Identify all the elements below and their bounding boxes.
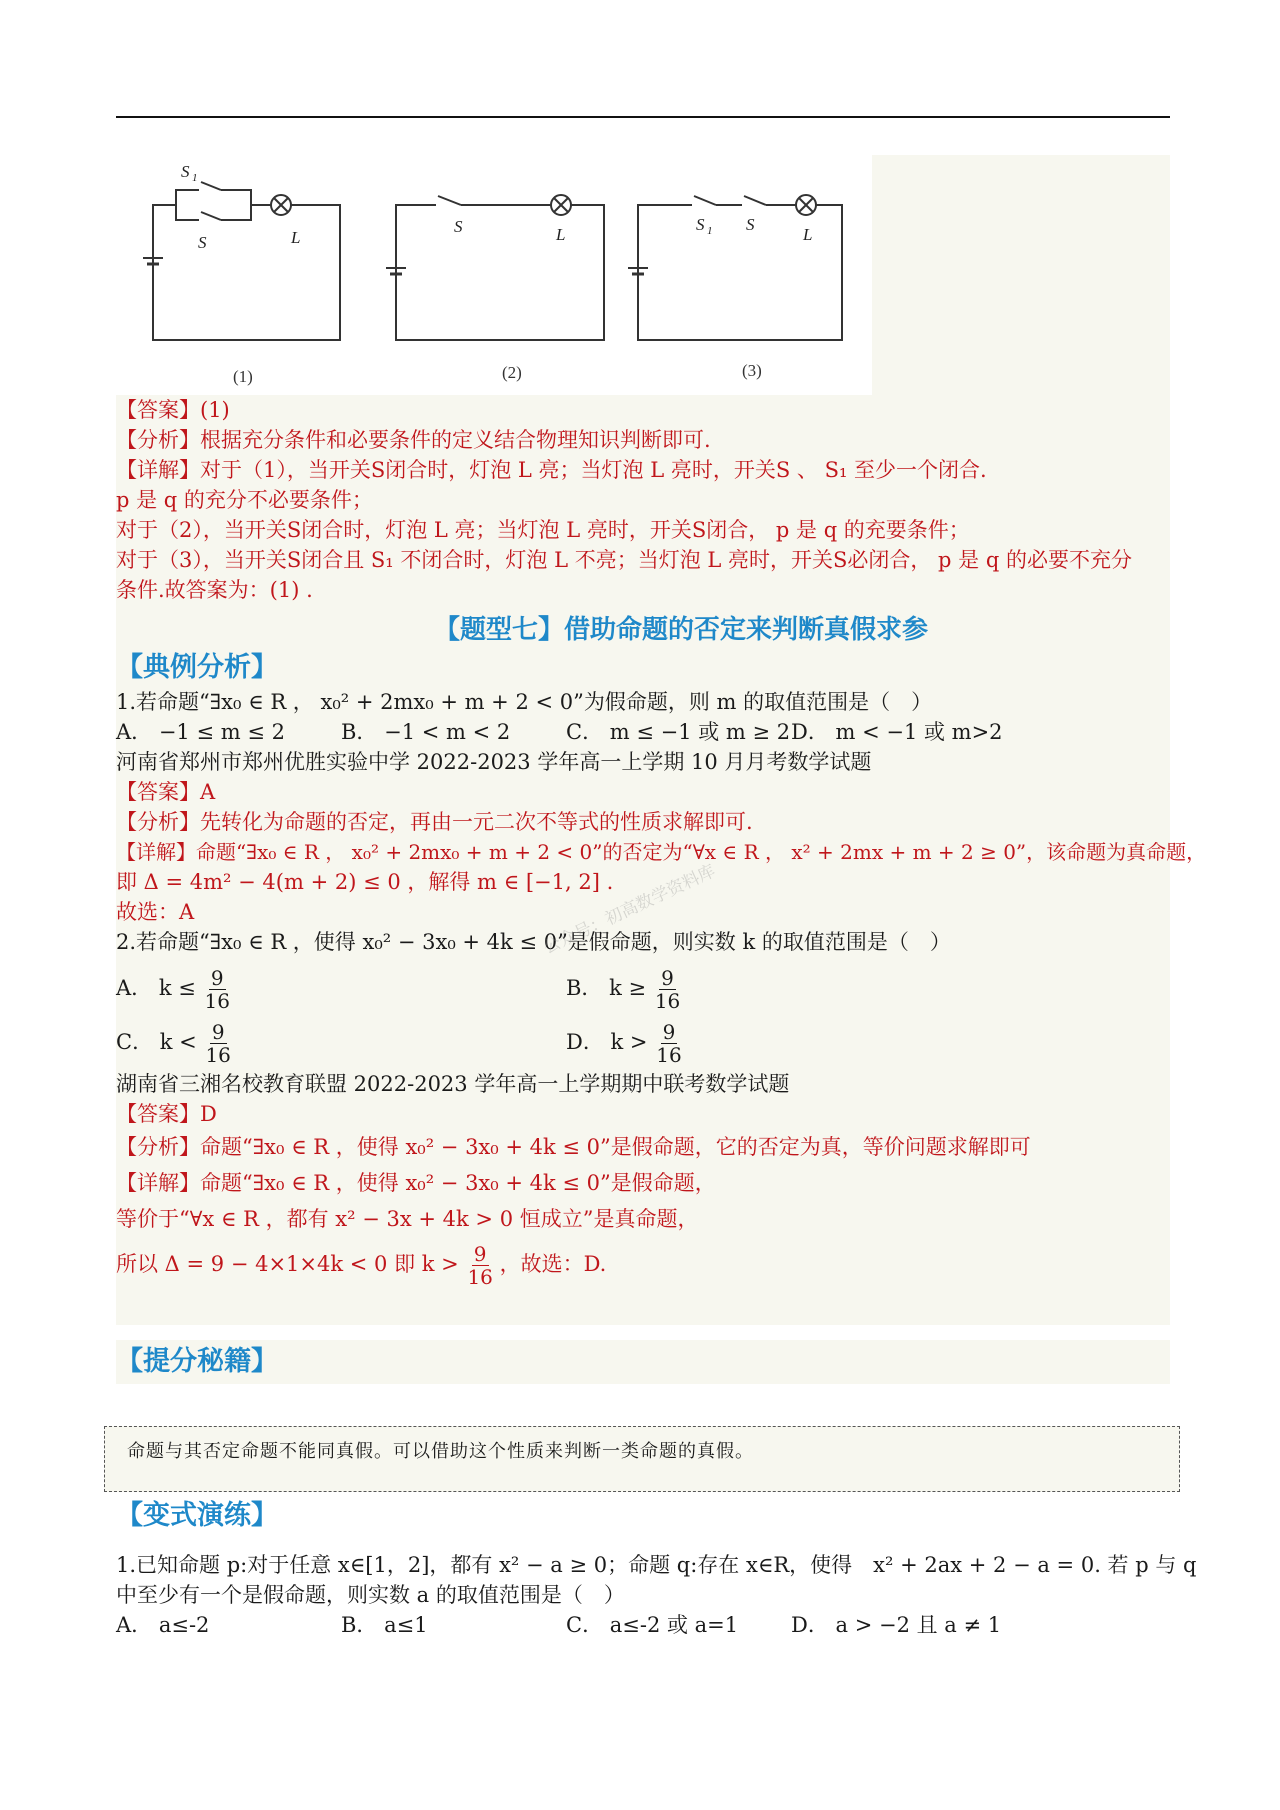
- practice-content: [116, 1550, 1197, 1640]
- label-s-circuit3: S: [746, 215, 755, 234]
- practice-head: 【变式演练】: [116, 1500, 278, 1531]
- header-rule: [116, 116, 1170, 118]
- p1-option-b: B． a≤1: [341, 1613, 428, 1637]
- p1-stem-1: 1.已知命题 p:对于任意 x∈[1，2]，都有 x² − a ≥ 0；命题 q:存在 x∈R，使得 x² + 2ax + 2 − a = 0. 若 p 与 q: [116, 1553, 1197, 1577]
- tips-text: 命题与其否定命题不能同真假。可以借助这个性质来判断一类命题的真假。: [127, 1441, 754, 1462]
- label-l-circuit1: L: [291, 228, 301, 247]
- label-s1-sub-circuit1: 1: [192, 172, 198, 184]
- q1-answer: 【答案】A: [116, 780, 216, 804]
- fraction-numerator: 9: [661, 966, 674, 990]
- prev-detail-3: 对于（2），当开关S闭合时，灯泡 L 亮；当灯泡 L 亮时，开关S闭合， p 是 q 的充要条件；: [116, 518, 970, 542]
- prev-detail-5: 条件.故答案为：(1) .: [116, 578, 313, 602]
- label-l-circuit3: L: [803, 225, 813, 244]
- caption-2: (2): [502, 363, 522, 382]
- q2-analysis: 【分析】命题“∃x₀ ∈ R ，使得 x₀² − 3x₀ + 4k ≤ 0”是假命题，它的否定为真，等价问题求解即可: [116, 1135, 1031, 1159]
- prev-detail-4: 对于（3），当开关S闭合且 S₁ 不闭合时，灯泡 L 不亮；当灯泡 L 亮时，开关S必闭合， p 是 q 的必要不充分: [116, 548, 1132, 572]
- q1-option-c: C． m ≤ −1 或 m ≥ 2: [566, 720, 791, 744]
- q2-option-c-label: C．: [116, 1030, 154, 1054]
- circuit-figures: [116, 150, 872, 395]
- q2-option-b: [566, 961, 1016, 1015]
- tips-head: 【提分秘籍】: [116, 1346, 278, 1377]
- label-s1-circuit3: S: [696, 215, 705, 234]
- q1-analysis: 【分析】先转化为命题的否定，再由一元二次不等式的性质求解即可.: [116, 810, 753, 834]
- q1-stem: 1.若命题“∃x₀ ∈ R ， x₀² + 2mx₀ + m + 2 < 0”为假命题，则 m 的取值范围是（ ）: [116, 690, 933, 714]
- q2-option-d-rel: k >: [610, 1030, 648, 1054]
- circuit-diagrams-svg: [116, 150, 872, 395]
- q2-detail-1: 【详解】命题“∃x₀ ∈ R ，使得 x₀² − 3x₀ + 4k ≤ 0”是假命题，: [116, 1171, 716, 1195]
- label-s-circuit2: S: [454, 217, 463, 236]
- caption-3: (3): [742, 361, 762, 380]
- p1-option-d: D． a > −2 且 a ≠ 1: [791, 1613, 1002, 1637]
- fraction-denominator: 16: [654, 989, 681, 1013]
- q2-option-b-rel: k ≥: [609, 976, 647, 1000]
- label-s1-sub-circuit3: 1: [707, 225, 713, 237]
- prev-detail-1: 【详解】对于（1），当开关S闭合时，灯泡 L 亮；当灯泡 L 亮时，开关S 、 S₁ 至少一个闭合.: [116, 458, 987, 482]
- q2-option-a-label: A．: [116, 976, 153, 1000]
- q2-options-row-2: [116, 1015, 1176, 1069]
- label-s-circuit1: S: [198, 233, 207, 252]
- caption-1: (1): [233, 367, 253, 386]
- q2-option-b-label: B．: [566, 976, 603, 1000]
- label-s1-circuit1: S: [181, 162, 190, 181]
- q2-option-c-fraction: [205, 1021, 230, 1066]
- label-l-circuit2: L: [556, 225, 566, 244]
- q1-option-b: B． −1 < m < 2: [341, 720, 511, 744]
- q2-stem: 2.若命题“∃x₀ ∈ R ，使得 x₀² − 3x₀ + 4k ≤ 0”是假命题，则实数 k 的取值范围是（ ）: [116, 930, 951, 954]
- main-content: [116, 395, 1207, 1291]
- fraction-denominator: 16: [656, 1043, 682, 1067]
- q2-option-c: [116, 1015, 566, 1069]
- fraction-numerator: 9: [473, 1242, 487, 1266]
- typical-head: 【典例分析】: [116, 652, 278, 683]
- q2-option-a: [116, 961, 566, 1015]
- q2-detail-3: [116, 1237, 1176, 1291]
- q1-option-a: A． −1 ≤ m ≤ 2: [116, 720, 285, 744]
- q2-detail-3-post: ，故选：D.: [499, 1252, 607, 1276]
- fraction-denominator: 16: [204, 989, 230, 1013]
- q2-detail-2: 等价于“∀x ∈ R ，都有 x² − 3x + 4k > 0 恒成立”是真命题，: [116, 1207, 699, 1231]
- q1-detail-1: 【详解】命题“∃x₀ ∈ R ， x₀² + 2mx₀ + m + 2 < 0”的否定为“∀x ∈ R ， x² + 2mx + m + 2 ≥ 0”，该命题为真命题，: [116, 840, 1207, 864]
- prev-analysis: 【分析】根据充分条件和必要条件的定义结合物理知识判断即可.: [116, 428, 711, 452]
- prev-detail-2: p 是 q 的充分不必要条件；: [116, 488, 373, 512]
- fraction-numerator: 9: [662, 1020, 676, 1044]
- q1-detail-2: 即 Δ = 4m² − 4(m + 2) ≤ 0 ，解得 m ∈ [−1, 2] .: [116, 870, 614, 894]
- prev-answer: 【答案】(1): [116, 398, 230, 422]
- q2-option-a-fraction: [205, 967, 230, 1012]
- q2-option-c-rel: k <: [159, 1030, 197, 1054]
- q2-option-d-fraction: [656, 1021, 681, 1066]
- q1-source: 河南省郑州市郑州优胜实验中学 2022-2023 学年高一上学期 10 月月考数学试题: [116, 750, 872, 774]
- q2-options-row-1: [116, 961, 1176, 1015]
- fraction-numerator: 9: [210, 966, 224, 990]
- p1-stem-2: 中至少有一个是假命题，则实数 a 的取值范围是（ ）: [116, 1583, 625, 1607]
- q1-options: [116, 717, 1176, 747]
- q1-option-d: D． m < −1 或 m>2: [791, 720, 1003, 744]
- q2-detail-3-pre: 所以 Δ = 9 − 4×1×4k < 0 即 k >: [116, 1252, 459, 1276]
- fraction-denominator: 16: [205, 1043, 231, 1067]
- q2-option-a-rel: k ≤: [158, 976, 196, 1000]
- watermark: 公众号：初高数学资料库: [540, 861, 719, 959]
- q2-option-b-fraction: [655, 967, 680, 1012]
- tips-head-bar: [116, 1340, 1170, 1384]
- p1-option-c: C． a≤-2 或 a=1: [566, 1613, 739, 1637]
- q1-detail-3: 故选：A: [116, 900, 195, 924]
- q2-answer: 【答案】D: [116, 1102, 217, 1126]
- type-title: 【题型七】借助命题的否定来判断真假求参: [433, 615, 928, 645]
- q2-detail-3-fraction: [467, 1243, 492, 1288]
- p1-options: [116, 1610, 1176, 1640]
- fraction-denominator: 16: [467, 1265, 493, 1289]
- practice-head-bar: [116, 1494, 1170, 1538]
- q2-option-d: [566, 1015, 1016, 1069]
- tips-box: [104, 1426, 1180, 1492]
- q2-option-d-label: D．: [566, 1030, 604, 1054]
- q2-source: 湖南省三湘名校教育联盟 2022-2023 学年高一上学期期中联考数学试题: [116, 1072, 790, 1096]
- p1-option-a: A． a≤-2: [116, 1613, 210, 1637]
- fraction-numerator: 9: [211, 1020, 225, 1044]
